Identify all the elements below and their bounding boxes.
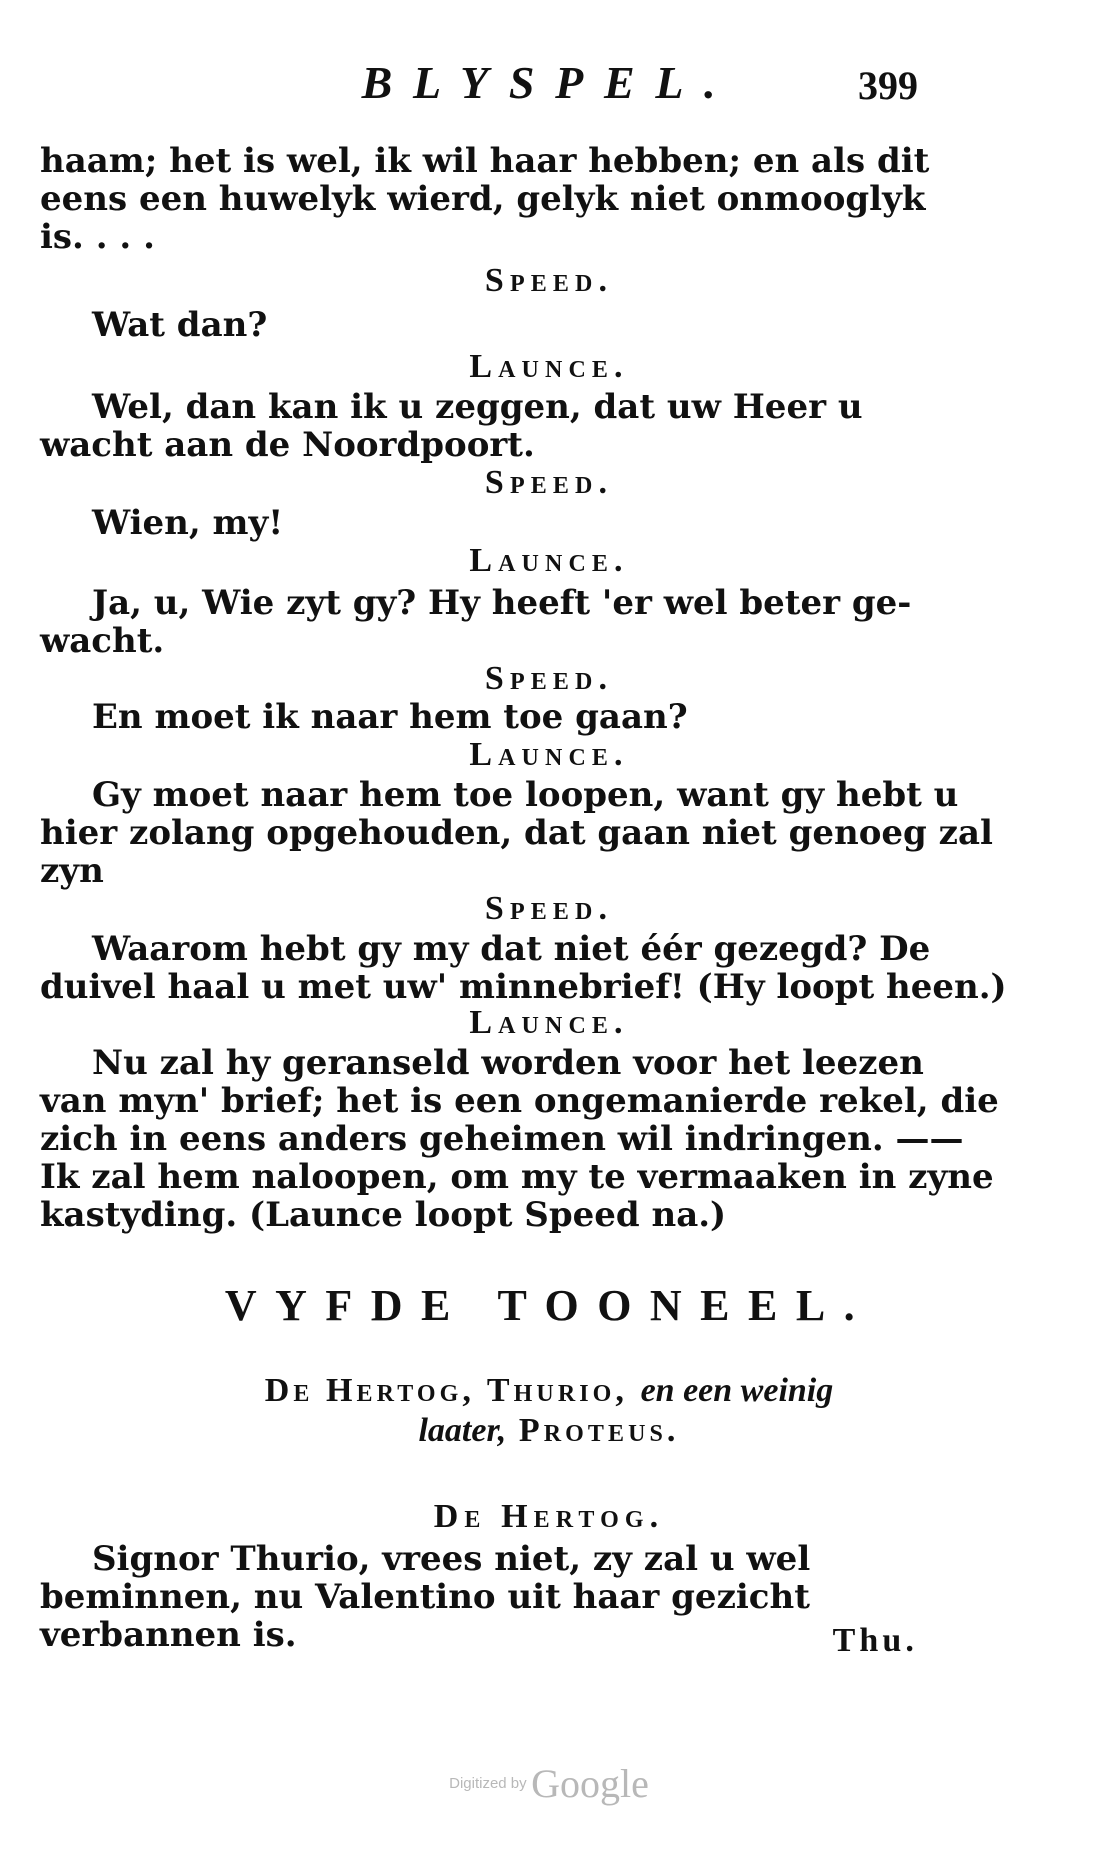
text-line: zich in eens anders geheimen wil indringen. —— <box>40 1119 964 1159</box>
digitized-by-google-watermark <box>0 1760 1098 1807</box>
cast-names: Proteus. <box>518 1412 680 1449</box>
speech-block <box>40 306 920 344</box>
text-line: van myn' brief; het is een ongemanierde rekel, die <box>40 1081 999 1121</box>
speaker-speed: Speed. <box>484 464 614 501</box>
text-line: eens een huwelyk wierd, gelyk niet onmooglyk <box>40 179 926 219</box>
speaker-speed: Speed. <box>484 262 614 299</box>
text-line: Nu zal hy geranseld worden voor het leezen <box>92 1043 924 1083</box>
text-line: haam; het is wel, ik wil haar hebben; en als dit <box>40 141 930 181</box>
text-line: Wel, dan kan ik u zeggen, dat uw Heer u <box>92 387 863 427</box>
speaker-launce: Launce. <box>469 736 629 773</box>
text-line: Signor Thurio, vrees niet, zy zal u wel beminnen, nu Valentino uit haar gezicht verbannen is. <box>40 1539 811 1655</box>
text-line: wacht. <box>40 621 165 661</box>
page-number: 399 <box>858 63 918 108</box>
running-title: BLYSPEL. <box>361 57 737 108</box>
text-line: Wat dan? <box>92 305 268 345</box>
speech-block <box>40 929 1007 1007</box>
speech-block <box>40 698 920 736</box>
text-line: En moet ik naar hem toe gaan? <box>92 697 688 737</box>
text-line: Ja, u, Wie zyt gy? Hy heeft 'er wel beter ge- <box>92 583 912 623</box>
text-line: wacht aan de Noordpoort. <box>40 425 535 465</box>
speaker-launce: Launce. <box>469 542 629 579</box>
scene-title: VYFDE TOONEEL. <box>224 1281 874 1330</box>
text-line: is. . . . <box>40 217 155 257</box>
cast-note: laater, <box>418 1412 507 1449</box>
text-line: zyn <box>40 851 104 891</box>
speech-block <box>40 775 993 891</box>
text-line: Gy moet naar hem toe loopen, want gy hebt u <box>92 775 959 815</box>
speech-block <box>40 504 920 542</box>
cast-names: De Hertog, Thurio, <box>264 1372 628 1409</box>
watermark-small-text: Digitized by <box>449 1775 527 1792</box>
text-line: kastyding. (Launce loopt Speed na.) <box>40 1195 727 1235</box>
scene-cast-line-2 <box>0 1412 1098 1450</box>
speaker-launce: Launce. <box>469 1004 629 1041</box>
text-block-continuation <box>40 141 930 257</box>
watermark-logo-text: Google <box>531 1761 649 1806</box>
text-line: Wien, my! <box>92 503 284 543</box>
speech-block <box>40 388 920 464</box>
text-line: hier zolang opgehouden, dat gaan niet genoeg zal <box>40 813 993 853</box>
speech-block <box>40 1043 999 1235</box>
text-line: Ik zal hem naloopen, om my te vermaaken in zyne <box>40 1157 994 1197</box>
text-line: Waarom hebt gy my dat niet éér gezegd? De <box>92 929 931 969</box>
speaker-speed: Speed. <box>484 660 614 697</box>
text-line: duivel haal u met uw' minnebrief! (Hy loopt heen.) <box>40 967 1007 1007</box>
speaker-speed: Speed. <box>484 890 614 927</box>
speech-block <box>40 1540 920 1654</box>
speech-block <box>40 584 920 660</box>
scene-cast-line-1 <box>0 1372 1098 1410</box>
speaker-hertog: De Hertog. <box>433 1498 665 1535</box>
catchword: Thu. <box>832 1622 918 1659</box>
cast-note: en een weinig <box>640 1372 834 1409</box>
speaker-launce: Launce. <box>469 348 629 385</box>
